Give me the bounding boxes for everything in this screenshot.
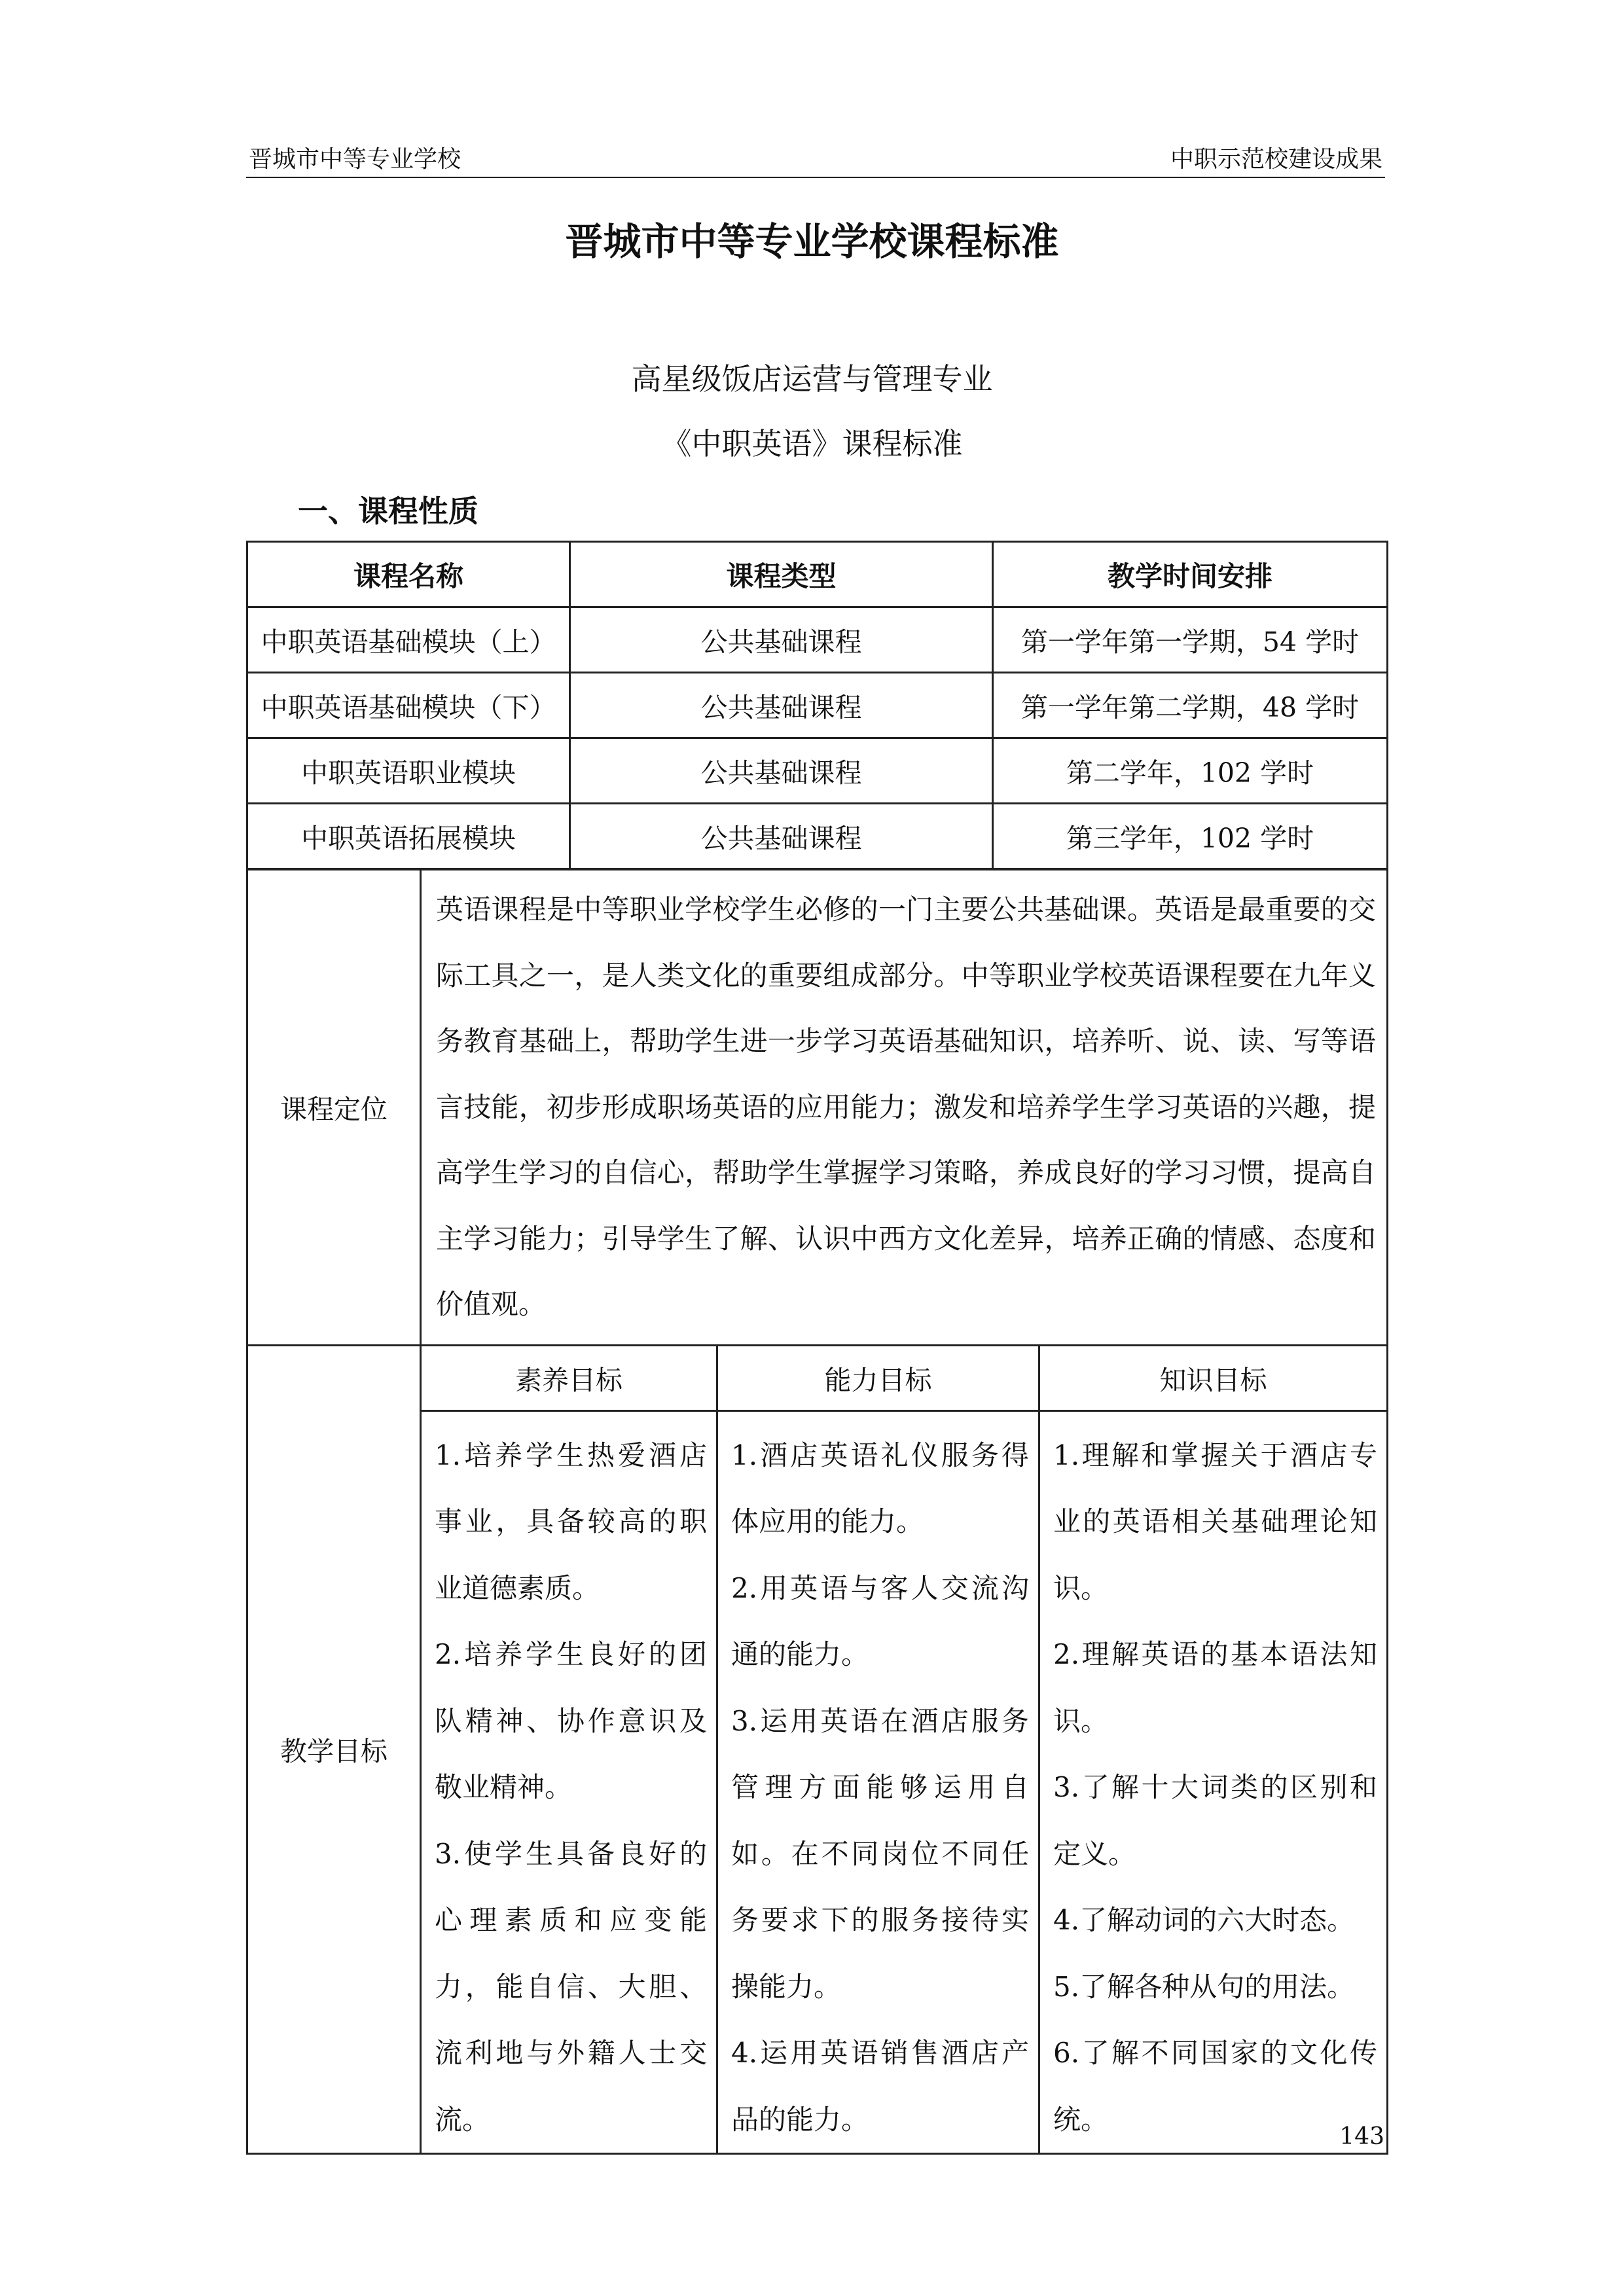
header-course-name: 课程名称 bbox=[247, 542, 570, 607]
list-item: 1.培养学生热爱酒店事业，具备较高的职业道德素质。 bbox=[435, 1439, 707, 1604]
course-schedule-table bbox=[246, 541, 1388, 870]
header-literacy-goals: 素养目标 bbox=[421, 1345, 717, 1410]
table-row bbox=[247, 607, 1388, 673]
list-item: 4.运用英语销售酒店产品的能力。 bbox=[731, 2037, 1029, 2136]
page-header bbox=[246, 145, 1385, 178]
header-achievement-label: 中职示范校建设成果 bbox=[1170, 146, 1382, 173]
list-item: 4.了解动词的六大时态。 bbox=[1053, 1904, 1355, 1936]
cell-schedule: 第三学年，102 学时 bbox=[993, 804, 1388, 869]
list-item: 2.理解英语的基本语法知识。 bbox=[1053, 1638, 1377, 1737]
list-item: 6.了解不同国家的文化传统。 bbox=[1053, 2037, 1377, 2136]
cell-course-type: 公共基础课程 bbox=[570, 673, 993, 738]
table-row bbox=[247, 673, 1388, 738]
course-detail-table bbox=[246, 869, 1388, 2155]
header-knowledge-goals: 知识目标 bbox=[1039, 1345, 1388, 1410]
list-item: 1.酒店英语礼仪服务得体应用的能力。 bbox=[731, 1439, 1029, 1537]
cell-schedule: 第一学年第二学期，48 学时 bbox=[993, 673, 1388, 738]
teaching-goals-label: 教学目标 bbox=[247, 1345, 421, 2154]
header-course-type: 课程类型 bbox=[570, 542, 993, 607]
list-item: 5.了解各种从句的用法。 bbox=[1053, 1970, 1355, 2003]
ability-goals-list bbox=[717, 1410, 1039, 2154]
cell-schedule: 第二学年，102 学时 bbox=[993, 738, 1388, 804]
page-number: 143 bbox=[1339, 2123, 1384, 2150]
cell-course-name: 中职英语基础模块（下） bbox=[247, 673, 570, 738]
positioning-label: 课程定位 bbox=[247, 870, 421, 1346]
list-item: 2.培养学生良好的团队精神、协作意识及敬业精神。 bbox=[435, 1638, 707, 1803]
table-header-row bbox=[247, 542, 1388, 607]
header-ability-goals: 能力目标 bbox=[717, 1345, 1039, 1410]
literacy-goals-list bbox=[421, 1410, 717, 2154]
cell-course-name: 中职英语拓展模块 bbox=[247, 804, 570, 869]
cell-course-type: 公共基础课程 bbox=[570, 607, 993, 673]
list-item: 2.用英语与客人交流沟通的能力。 bbox=[731, 1571, 1029, 1670]
list-item: 3.使学生具备良好的心理素质和应变能力，能自信、大胆、流利地与外籍人士交流。 bbox=[435, 1837, 707, 2136]
positioning-text: 英语课程是中等职业学校学生必修的一门主要公共基础课。英语是最重要的交际工具之一，是人类文化的重要组成部分。中等职业学校英语课程要在九年义务教育基础上，帮助学生进一步学习英语基础知识，培养听、说、读、写等语言技能，初步形成职场英语的应用能力；激发和培养学生学习英语的兴趣，提高学生学习的自信心，帮助学生掌握学习策略，养成良好的学习习惯，提高自主学习能力；引导学生了解、认识中西方文化差异，培养正确的情感、态度和价值观。 bbox=[421, 870, 1388, 1346]
table-row bbox=[247, 804, 1388, 869]
cell-course-type: 公共基础课程 bbox=[570, 738, 993, 804]
list-item: 3.运用英语在酒店服务管理方面能够运用自如。在不同岗位不同任务要求下的服务接待实操能力。 bbox=[731, 1704, 1029, 2003]
goals-header-row bbox=[247, 1345, 1388, 1410]
course-subtitle: 《中职英语》课程标准 bbox=[661, 426, 963, 461]
document-title: 晋城市中等专业学校课程标准 bbox=[565, 219, 1059, 264]
list-item: 1.理解和掌握关于酒店专业的英语相关基础理论知识。 bbox=[1053, 1439, 1377, 1604]
cell-schedule: 第一学年第一学期，54 学时 bbox=[993, 607, 1388, 673]
cell-course-type: 公共基础课程 bbox=[570, 804, 993, 869]
section-heading: 一、课程性质 bbox=[298, 493, 478, 529]
major-subtitle: 高星级饭店运营与管理专业 bbox=[631, 361, 993, 397]
positioning-row bbox=[247, 870, 1388, 1346]
cell-course-name: 中职英语职业模块 bbox=[247, 738, 570, 804]
list-item: 3.了解十大词类的区别和定义。 bbox=[1053, 1771, 1377, 1870]
header-schedule: 教学时间安排 bbox=[993, 542, 1388, 607]
cell-course-name: 中职英语基础模块（上） bbox=[247, 607, 570, 673]
table-row bbox=[247, 738, 1388, 804]
knowledge-goals-list bbox=[1039, 1410, 1388, 2154]
header-school-name: 晋城市中等专业学校 bbox=[249, 146, 461, 173]
